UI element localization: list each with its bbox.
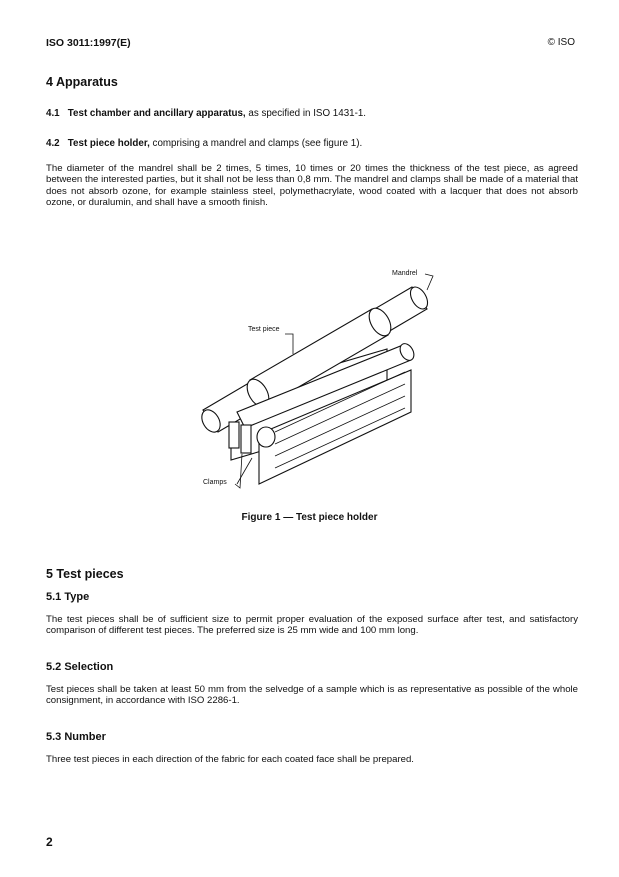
document-id: ISO 3011:1997(E) — [46, 37, 131, 49]
item-4-2-text: comprising a mandrel and clamps (see figure 1). — [149, 138, 363, 149]
clamps-leader-2 — [237, 458, 252, 484]
section-5-3-heading: 5.3 Number — [46, 731, 106, 743]
front-knob — [257, 427, 275, 447]
item-4-2-number: 4.2 — [46, 138, 60, 149]
test-piece-holder-figure — [175, 262, 445, 494]
page-number: 2 — [46, 835, 53, 849]
section-5-3-text: Three test pieces in each direction of the fabric for each coated face shall be prepared. — [46, 754, 414, 765]
left-clamp-jaw-2 — [241, 425, 251, 453]
left-clamp-jaw — [229, 422, 239, 448]
mandrel-paragraph: The diameter of the mandrel shall be 2 times, 5 times, 10 times or 20 times the thickness of the test piece, as agreed between the interested parties, but it shall not be less than 0,8 mm. The mandrel and clamps shall be made of a material that does not absorb ozone, for example stainless steel, polymethacrylate, wood coated with a lacquer that does not absorb ozone, or duralumin, and shall have a smooth finish. — [46, 163, 578, 209]
clamps-label: Clamps — [203, 479, 227, 486]
item-4-2 — [46, 138, 362, 149]
item-4-2-term: Test piece holder, — [67, 138, 150, 149]
item-4-1-number: 4.1 — [46, 108, 60, 119]
test-piece-label: Test piece — [248, 326, 280, 333]
section-4-heading: 4 Apparatus — [46, 75, 118, 89]
test-piece-leader — [285, 334, 293, 354]
section-5-1-heading: 5.1 Type — [46, 591, 90, 603]
item-4-1-text: as specified in ISO 1431-1. — [245, 108, 367, 119]
mandrel-leader — [425, 274, 433, 290]
copyright-mark: © ISO — [547, 37, 575, 48]
section-5-heading: 5 Test pieces — [46, 567, 124, 581]
section-5-2-heading: 5.2 Selection — [46, 661, 114, 673]
mandrel-label: Mandrel — [392, 270, 418, 277]
item-4-1-term: Test chamber and ancillary apparatus, — [67, 108, 246, 119]
figure-caption: Figure 1 — Test piece holder — [241, 512, 378, 523]
item-4-1 — [46, 108, 366, 119]
clamps-leader-1 — [235, 454, 242, 488]
section-5-2-text: Test pieces shall be taken at least 50 mm from the selvedge of a sample which is as representative as possible of the whole consignment, in accordance with ISO 2286-1. — [46, 684, 578, 707]
section-5-1-text: The test pieces shall be of sufficient size to permit proper evaluation of the exposed surface after test, and satisfactory comparison of different test pieces. The preferred size is 25 mm wide and 100 mm long. — [46, 614, 578, 637]
